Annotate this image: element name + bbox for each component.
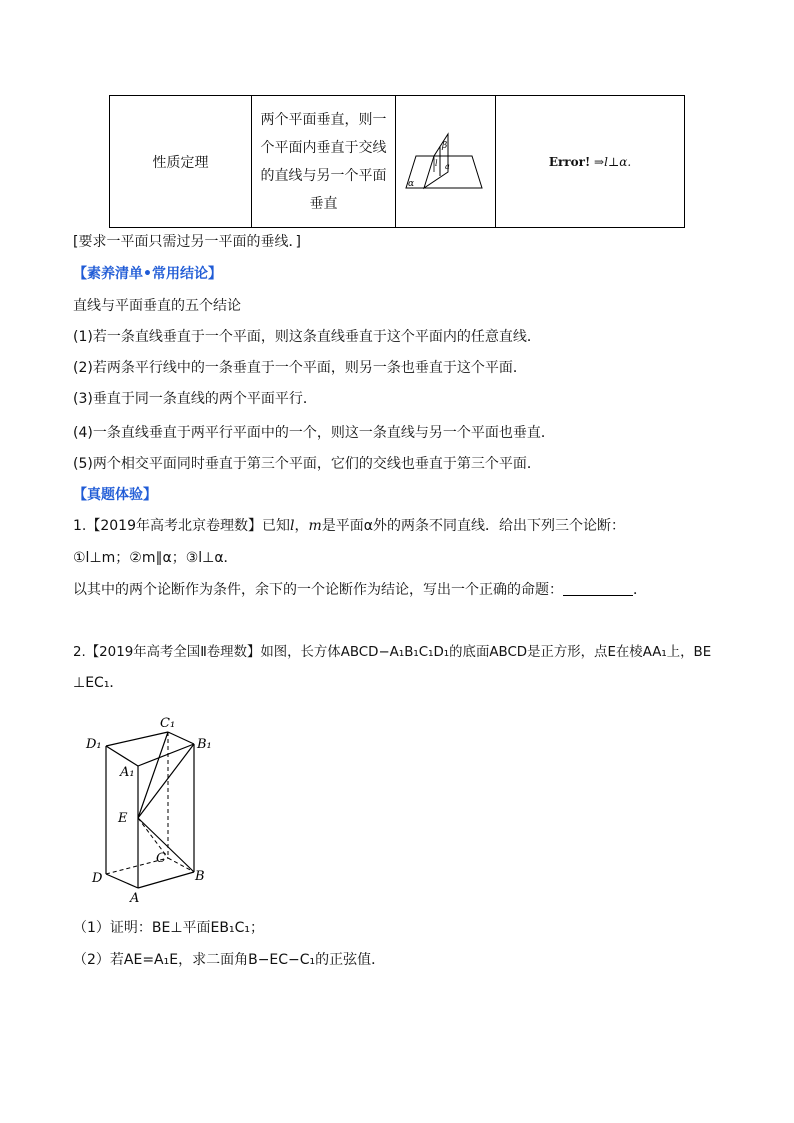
- segment-ec1: [138, 732, 168, 818]
- section-title-conclusions: 【素养清单•常用结论】: [73, 266, 222, 282]
- conclusion-item: (4)一条直线垂直于两平行平面中的一个，则这一条直线与另一个平面也垂直．: [73, 425, 555, 441]
- q1-period: ．: [633, 582, 647, 598]
- question-2-part-2: （2）若AE=A₁E，求二面角B−EC−C₁的正弦值．: [73, 952, 386, 968]
- a-label: a: [445, 162, 450, 171]
- edge-line: [106, 874, 138, 888]
- conclusions-subtitle: 直线与平面垂直的五个结论: [73, 298, 241, 314]
- q1-var-m: m: [308, 518, 322, 534]
- question-2-line-2: ⊥EC₁．: [73, 675, 124, 691]
- plane-alpha-shape: [406, 156, 482, 188]
- theorem-diagram-cell: [396, 96, 496, 228]
- question-2-line-1: 2.【2019年高考全国Ⅱ卷理数】如图，长方体ABCD−A₁B₁C₁D₁的底面ABCD是正方形，点E在棱AA₁上，BE: [73, 645, 712, 660]
- error-text: Error!: [548, 154, 591, 169]
- theorem-text-line: 两个平面垂直，则一: [260, 111, 387, 128]
- q1-text: 1.【2019年高考北京卷理数】已知: [73, 518, 290, 534]
- question-1-line-2: ①l⊥m；②m∥α；③l⊥α．: [73, 550, 238, 566]
- segment-eb: [138, 818, 194, 872]
- theorem-text-line: 垂直: [309, 195, 338, 212]
- q1-var-l: l: [290, 518, 295, 534]
- table-row: [110, 96, 685, 228]
- vertex-label-c1: C₁: [160, 716, 176, 731]
- vertex-label-a1: A₁: [120, 765, 135, 780]
- perpendicular-planes-diagram: [396, 96, 495, 223]
- symbol-conclusion: ⇒l⊥α.: [594, 154, 632, 169]
- theorem-name-cell: 性质定理: [110, 96, 252, 228]
- requirement-note: [要求一平面只需过另一平面的垂线．]: [73, 234, 301, 250]
- edge-line: [106, 746, 138, 766]
- theorem-symbol-cell: [496, 96, 685, 228]
- vertex-label-b1: B₁: [197, 737, 212, 752]
- cuboid-figure: [84, 710, 224, 905]
- vertex-label-e: E: [118, 811, 128, 826]
- l-label: l: [435, 159, 438, 168]
- q1-text: 以其中的两个论断作为条件，余下的一个论断作为结论，写出一个正确的命题：: [73, 582, 563, 598]
- theorem-text-cell: [252, 96, 396, 228]
- vertex-label-b: B: [195, 869, 205, 884]
- q1-comma: ，: [294, 518, 309, 534]
- vertex-label-c: C: [156, 851, 166, 866]
- answer-blank[interactable]: [563, 581, 633, 596]
- edge-line: [138, 872, 194, 888]
- conclusion-item: (2)若两条平行线中的一条垂直于一个平面，则另一条也垂直于这个平面．: [73, 360, 527, 376]
- question-1-line-1: [73, 516, 625, 536]
- vertex-label-a: A: [130, 891, 140, 905]
- conclusion-item: (5)两个相交平面同时垂直于第三个平面，它们的交线也垂直于第三个平面．: [73, 456, 541, 472]
- conclusion-item: (3)垂直于同一条直线的两个平面平行．: [73, 391, 317, 407]
- alpha-label: α: [408, 179, 415, 189]
- question-2-part-1: （1）证明：BE⊥平面EB₁C₁；: [73, 920, 265, 936]
- conclusion-item: (1)若一条直线垂直于一个平面，则这条直线垂直于这个平面内的任意直线．: [73, 329, 541, 345]
- q1-text: 是平面α外的两条不同直线．给出下列三个论断：: [321, 518, 625, 534]
- edge-line: [168, 732, 194, 744]
- theorem-text-line: 个平面内垂直于交线: [260, 139, 387, 156]
- beta-label: β: [442, 141, 448, 151]
- theorem-text-line: 的直线与另一个平面: [260, 167, 387, 184]
- vertex-label-d1: D₁: [86, 737, 102, 752]
- question-1-line-3: [73, 580, 647, 600]
- vertex-label-d: D: [92, 871, 103, 886]
- edge-line: [106, 732, 168, 746]
- property-theorem-table: [109, 95, 685, 228]
- section-title-exam: 【真题体验】: [73, 487, 157, 503]
